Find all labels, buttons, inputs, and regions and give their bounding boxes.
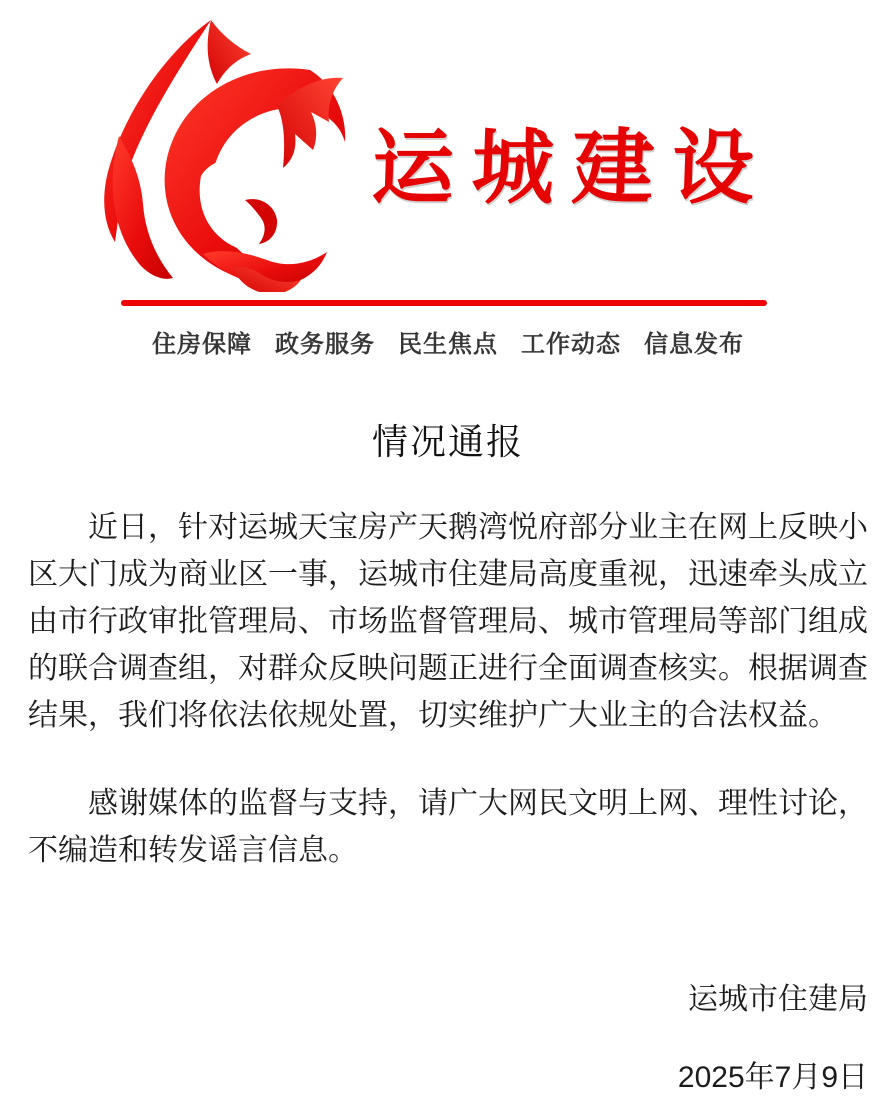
nav-item-housing[interactable]: 住房保障 bbox=[152, 331, 252, 358]
nav-item-work-updates[interactable]: 工作动态 bbox=[521, 331, 621, 358]
notice-body bbox=[0, 422, 896, 1098]
signature: 运城市住建局 bbox=[688, 983, 868, 1016]
phoenix-logo-icon bbox=[85, 18, 347, 292]
date: 2025年7月9日 bbox=[677, 1061, 868, 1094]
header bbox=[0, 0, 896, 306]
header-divider bbox=[121, 300, 767, 306]
nav-menu bbox=[0, 328, 896, 362]
nav-item-info-release[interactable]: 信息发布 bbox=[644, 331, 744, 358]
nav-item-gov-service[interactable]: 政务服务 bbox=[275, 331, 375, 358]
notice-paragraph-1: 近日，针对运城天宝房产天鹅湾悦府部分业主在网上反映小区大门成为商业区一事，运城市住建局高度重视，迅速牵头成立由市行政审批管理局、市场监督管理局、城市管理局等部门组成的联合调查组，对群众反映问题正进行全面调查核实。根据调查结果，我们将依法依规处置，切实维护广大业主的合法权益。 bbox=[28, 511, 868, 732]
nav-item-livelihood[interactable]: 民生焦点 bbox=[398, 331, 498, 358]
notice-title: 情况通报 bbox=[371, 421, 524, 462]
notice-paragraph-2: 感谢媒体的监督与支持，请广大网民文明上网、理性讨论，不编造和转发谣言信息。 bbox=[28, 787, 868, 867]
brand-calligraphy: 运城建设 bbox=[370, 123, 774, 214]
